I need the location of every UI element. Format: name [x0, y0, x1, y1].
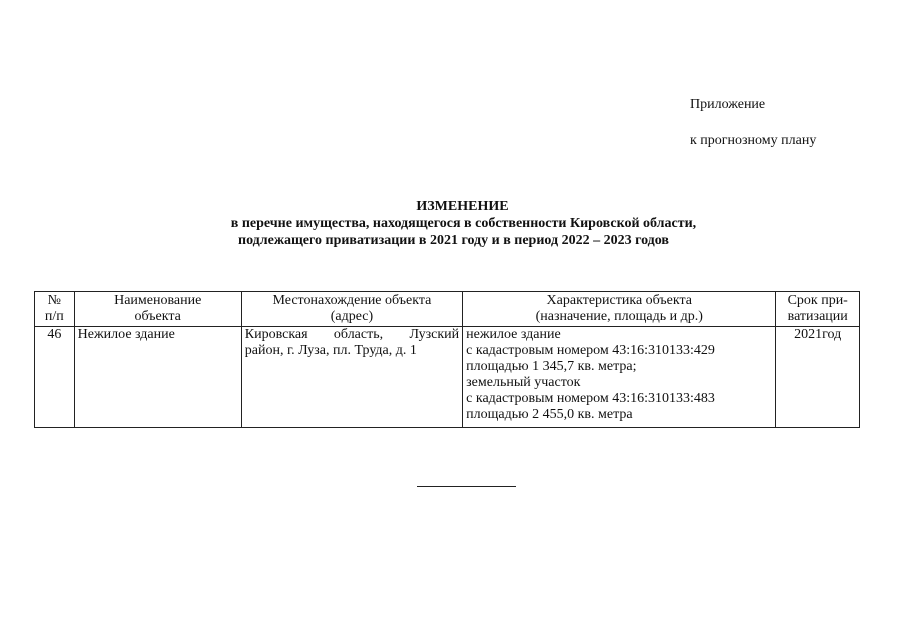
- characteristic-line: с кадастровым номером 43:16:310133:483: [466, 391, 715, 406]
- header-text: Местонахождение объекта: [272, 293, 432, 308]
- characteristic-line: с кадастровым номером 43:16:310133:429: [466, 343, 715, 358]
- closing-rule: [417, 486, 516, 487]
- title-line-3: подлежащего приватизации в 2021 году и в период 2022 – 2023 годов: [238, 233, 669, 248]
- characteristic-line: площадью 1 345,7 кв. метра;: [466, 359, 637, 374]
- header-text: (назначение, площадь и др.): [535, 309, 703, 324]
- property-table: [34, 291, 860, 428]
- header-text: Срок при-: [787, 293, 848, 308]
- annex-line-1: Приложение: [690, 97, 766, 112]
- address-line: район, г. Луза, пл. Труда, д. 1: [244, 343, 417, 358]
- header-term: [776, 292, 860, 327]
- header-text: объекта: [134, 309, 181, 324]
- characteristic-line: земельный участок: [466, 375, 581, 390]
- cell-term: 2021год: [776, 327, 860, 428]
- title-line-2: в перечне имущества, находящегося в собственности Кировской области,: [230, 216, 697, 231]
- address-line: Кировская область, Лузский: [244, 327, 460, 342]
- header-address: [241, 292, 462, 327]
- title-heading: ИЗМЕНЕНИЕ: [416, 199, 509, 214]
- document-title: [0, 198, 905, 249]
- header-text: п/п: [44, 309, 64, 324]
- characteristic-line: нежилое здание: [466, 327, 561, 342]
- cell-name: Нежилое здание: [74, 327, 241, 428]
- header-text: ватизации: [787, 309, 848, 324]
- header-name: [74, 292, 241, 327]
- header-text: (адрес): [330, 309, 374, 324]
- cell-number: 46: [35, 327, 75, 428]
- header-text: Характеристика объекта: [546, 293, 693, 308]
- header-text: Наименование: [114, 293, 202, 308]
- table-header-row: [35, 292, 860, 327]
- cell-address: [241, 327, 462, 428]
- cell-characteristics: [463, 327, 776, 428]
- header-text: №: [47, 293, 62, 308]
- annex-line-2: к прогнозному плану: [690, 133, 817, 148]
- header-number: [35, 292, 75, 327]
- header-characteristics: [463, 292, 776, 327]
- table-row: [35, 327, 860, 428]
- characteristic-line: площадью 2 455,0 кв. метра: [466, 407, 633, 422]
